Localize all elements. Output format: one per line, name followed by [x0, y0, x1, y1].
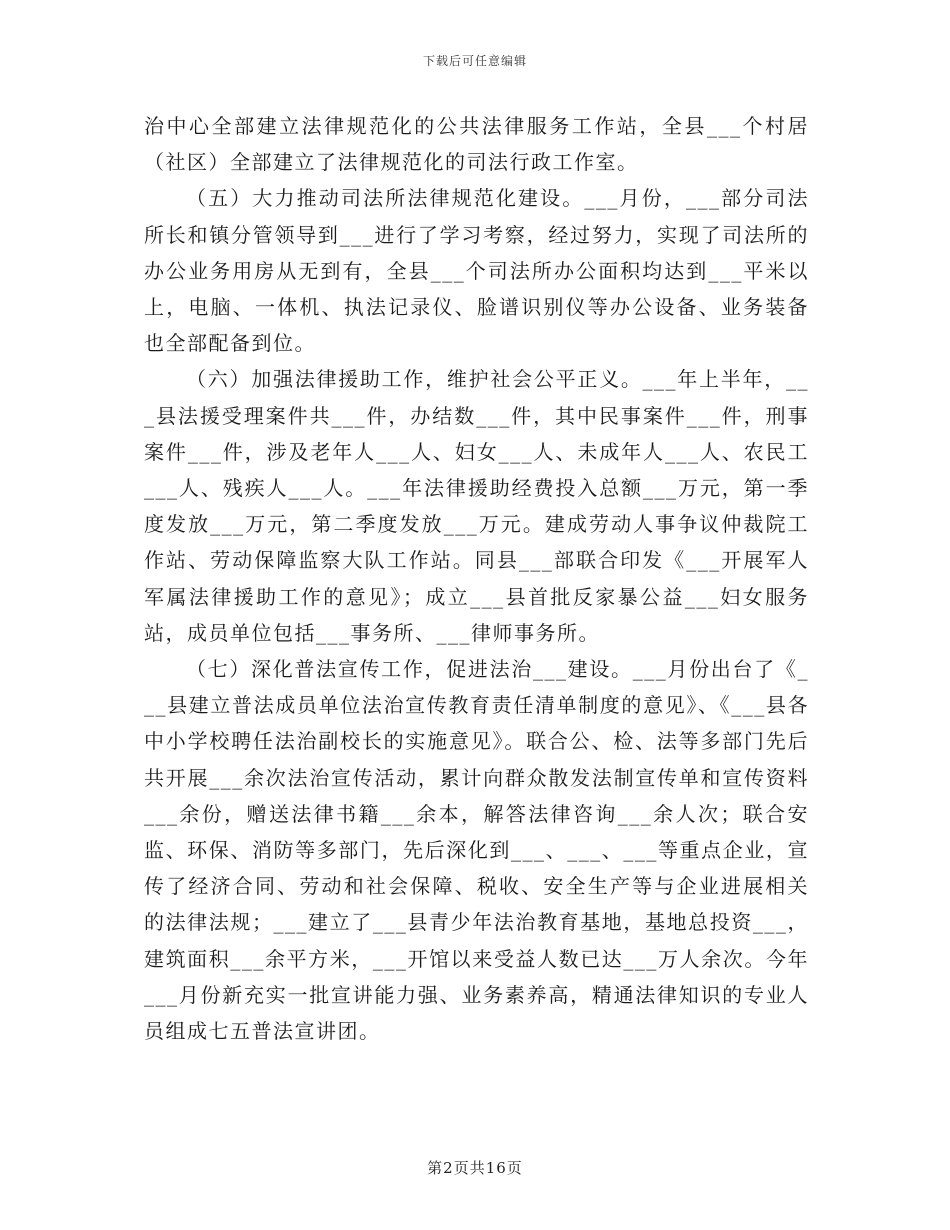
paragraph-section-7: （七）深化普法宣传工作，促进法治___建设。___月份出台了《___县建立普法成员单位法治宣传教育责任清单制度的意见》、《___县各中小学校聘任法治副校长的实施意见》。联合公、检、法等多部门先后共开展___余次法治宣传活动，累计向群众散发法制宣传单和宣传资料___余份，赠送法律书籍___余本，解答法律咨询___余人次；联合安监、环保、消防等多部门，先后深化到___、___、___等重点企业，宣传了经济合同、劳动和社会保障、税收、安全生产等与企业进展相关的法律法规；___建立了___县青少年法治教育基地，基地总投资___，建筑面积___余平方米，___开馆以来受益人数已达___万人余次。今年___月份新充实一批宣讲能力强、业务素养高，精通法律知识的专业人员组成七五普法宣讲团。	[144, 657, 809, 1044]
page-footer: 第2页共16页	[427, 1159, 523, 1177]
paragraph-section-6: （六）加强法律援助工作，维护社会公平正义。___年上半年，___县法援受理案件共___件，办结数___件，其中民事案件___件，刑事案件___件，涉及老年人___人、妇女___人、未成年人___人、农民工___人、残疾人___人。___年法律援助经费投入总额___万元，第一季度发放___万元，第二季度发放___万元。建成劳动人事争议仲裁院工作站、劳动保障监察大队工作站。同县___部联合印发《___开展军人军属法律援助工作的意见》；成立___县首批反家暴公益___妇女服务站，成员单位包括___事务所、___律师事务所。	[144, 367, 809, 645]
document-body	[144, 108, 809, 1049]
paragraph-continuation: 治中心全部建立法律规范化的公共法律服务工作站，全县___个村居（社区）全部建立了法律规范化的司法行政工作室。	[144, 114, 809, 175]
paragraph-section-5: （五）大力推动司法所法律规范化建设。___月份，___部分司法所长和镇分管领导到___进行了学习考察，经过努力，实现了司法所的办公业务用房从无到有，全县___个司法所办公面积均达到___平米以上，电脑、一体机、执法记录仪、脸谱识别仪等办公设备、业务装备也全部配备到位。	[144, 186, 809, 356]
page-header: 下载后可任意编辑	[422, 54, 527, 68]
